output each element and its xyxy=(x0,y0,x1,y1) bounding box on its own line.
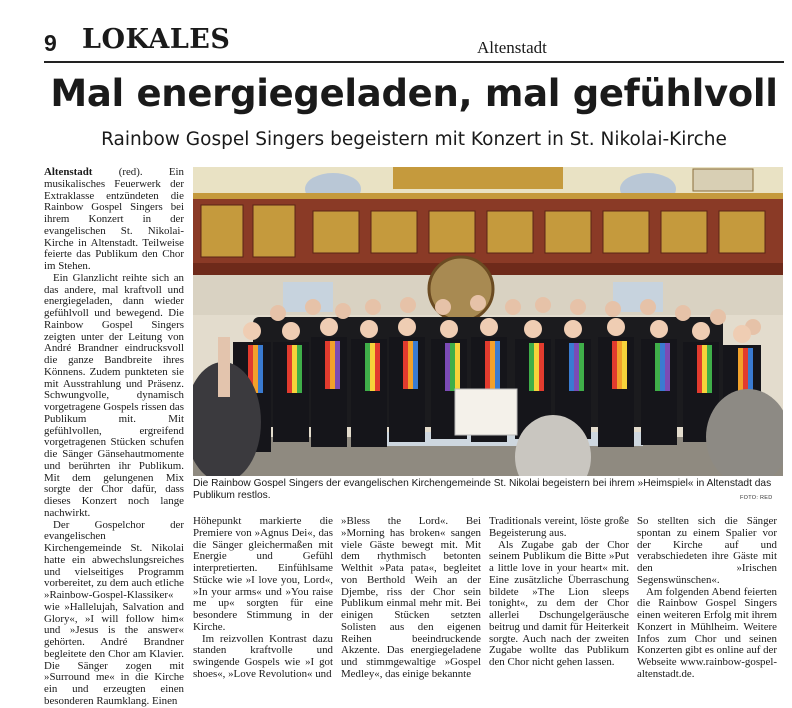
article-paragraph: Traditionals vereint, löste große Begeisterung aus. xyxy=(489,515,629,539)
article-column-4 xyxy=(489,516,629,669)
article-column-3 xyxy=(341,516,481,681)
section-title: LOKALES xyxy=(82,24,231,55)
article-column-2 xyxy=(193,516,333,681)
article-paragraph xyxy=(44,167,184,273)
section-town: Altenstadt xyxy=(477,38,547,57)
article-column-5 xyxy=(637,516,777,681)
article-paragraph: Am folgenden Abend feierten die Rainbow Gospel Singers einen weiteren Erfolg mit ihrem Konzert in Mühlheim. Weitere Infos zum Chor und seinen Konzerten gibt es online auf der Webseite www.rainbow-gospel-altenstadt.de. xyxy=(637,585,778,680)
photo-caption: Die Rainbow Gospel Singers der evangelischen Kirchengemeinde St. Nikolai begeistern bei ihrem »Heimspiel« in Altenstadt das Publikum restlos. xyxy=(193,478,772,501)
page-number: 9 xyxy=(44,30,57,56)
article-column-1 xyxy=(44,167,184,708)
choir-photo xyxy=(193,167,783,476)
article-paragraph: Der Gospelchor der evangelischen Kirchengemeinde St. Nikolai hatte ein abwechslungsreiches und vielseitiges Programm vorbereitet, zu dem auch etliche »Rainbow-Gospel-Klassiker« wie »Hallelujah, Salvation and Glory«, »I will follow him« und »Jesus is the answer« gehörten. André Brandner begleitete den Chor am Klavier. Die Sänger zogen mit »Surround me« in die Kirche ein und erzeugten einen besonderen Raumklang. Einen xyxy=(44,518,184,707)
article-subheadline: Rainbow Gospel Singers begeistern mit Konzert in St. Nikolai-Kirche xyxy=(101,129,727,150)
photo-credit: FOTO: RED xyxy=(740,495,773,501)
article-paragraph: Im reizvollen Kontrast dazu standen kraftvolle und swingende Gospels wie »I got shoes«, »Love Revolution« und xyxy=(193,632,333,680)
article-paragraph: Ein Glanzlicht reihte sich an das andere, mal kraftvoll und energiegeladen, dann wieder gefühlvoll und bewegend. Die Rainbow Gospel Singers zeigten unter der Leitung von André Brandner eindrucksvoll die ganze Bandbreite ihres Könnens. Zudem punkteten sie mit Ausstrahlung und Präsenz. Schwungvolle, dynamisch vorgetragene Gospels rissen das Publikum mit. Mit gefühlvollen, ergreifend vorgetragenen Stücken schufen die Sänger Gänsehautmomente und berührten ihr Publikum. Mit dem gelungenen Mix sorgte der Chor dafür, dass dieses Konzert noch lange nachwirkt. xyxy=(44,271,184,519)
dateline: Altenstadt xyxy=(44,166,93,178)
article-paragraph: »Bless the Lord«. Bei »Morning has broken« sangen viele Gäste bewegt mit. Mit dem rhythmisch betonten Welthit »Pata pata«, begleitet von Berthold Weih an der Djembe, riss der Chor sein Publikum einmal mehr mit. Bei einigen Stücken setzten Solisten aus den eigenen Reihen beeindruckende Akzente. Das energiegeladene und stimmgewaltige »Gospel Medley«, das einige bekannte xyxy=(341,515,481,680)
article-headline: Mal energiegeladen, mal gefühlvoll xyxy=(50,72,778,115)
dateline-suffix: (red). xyxy=(92,166,143,178)
paragraph-text: Ein musikalisches Feuerwerk der Extraklasse entzündeten die Rainbow Gospel Singers bei ihrem Konzert in der evangelischen St. Nikolai-Kirche in Altenstadt. Teilweise feierte das Publikum den Chor im Stehen. xyxy=(44,166,184,272)
article-paragraph: So stellten sich die Sänger spontan zu einem Spalier vor der Kirche auf und verabschiedeten ihre Gäste mit den »Irischen Segenswünschen«. xyxy=(637,515,777,586)
article-paragraph: Höhepunkt markierte die Premiere von »Agnus Dei«, das die Sänger gleichermaßen mit Energie und Gefühl interpretierten. Einfühlsame Stücke wie »I love you, Lord«, »In your arms« und »You raise me up« sorgten für eine besondere Stimmung in der Kirche. xyxy=(193,515,333,633)
article-paragraph: Als Zugabe gab der Chor seinem Publikum die Bitte »Put a little love in your heart« mit. Eine zusätzliche Überraschung bildete »The Lion sleeps tonight«, zu dem der Chor allerlei Dschungelgeräusche beitrug und damit für Heiterkeit sorgte. Auch nach der zweiten Zugabe wollte das Publikum den Chor nicht gehen lassen. xyxy=(489,538,629,668)
header-rule xyxy=(44,61,784,63)
